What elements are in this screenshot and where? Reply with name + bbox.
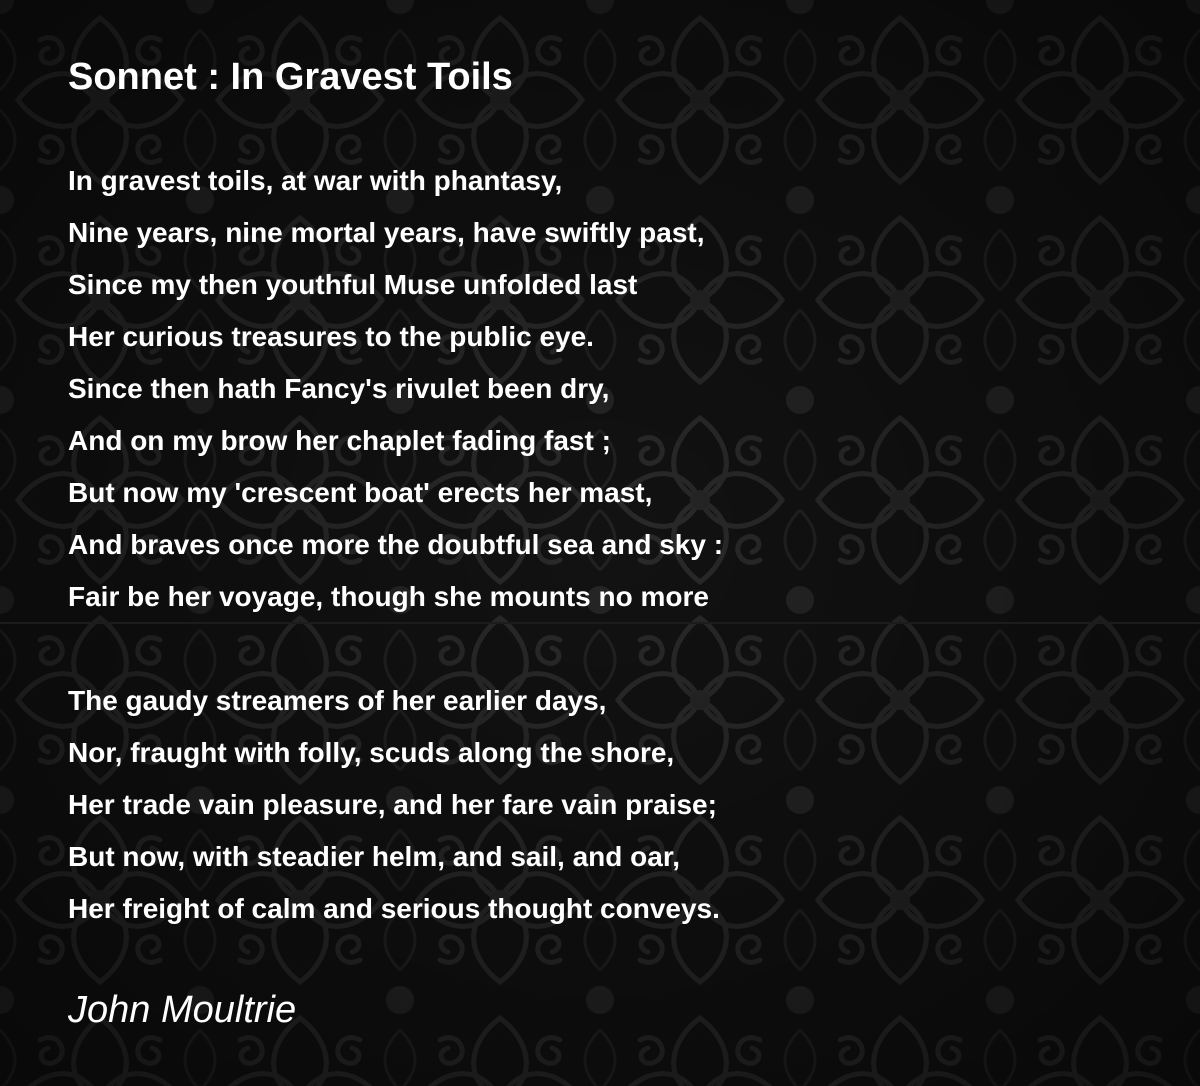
poem-title: Sonnet : In Gravest Toils — [68, 56, 513, 98]
poem-line: Since my then youthful Muse unfolded last — [68, 269, 638, 300]
poem-line: Fair be her voyage, though she mounts no more — [68, 581, 709, 612]
poem-line: Her curious treasures to the public eye. — [68, 321, 594, 352]
poem-author: John Moultrie — [68, 989, 297, 1031]
poem-line: But now, with steadier helm, and sail, and oar, — [68, 841, 680, 872]
poem-line: In gravest toils, at war with phantasy, — [68, 165, 563, 196]
poem-line: And on my brow her chaplet fading fast ; — [68, 425, 611, 456]
poem-line: Her trade vain pleasure, and her fare vain praise; — [68, 789, 717, 820]
poem-line: Nor, fraught with folly, scuds along the shore, — [68, 737, 675, 768]
poem-line: Nine years, nine mortal years, have swiftly past, — [68, 217, 705, 248]
poem-line: Since then hath Fancy's rivulet been dry, — [68, 373, 610, 404]
poem-line: And braves once more the doubtful sea and sky : — [68, 529, 724, 560]
poem-body — [68, 155, 723, 935]
stanza-2 — [68, 675, 723, 935]
poem-line: But now my 'crescent boat' erects her mast, — [68, 477, 653, 508]
poem-line: The gaudy streamers of her earlier days, — [68, 685, 607, 716]
stanza-1 — [68, 155, 723, 623]
poem-line: Her freight of calm and serious thought conveys. — [68, 893, 720, 924]
